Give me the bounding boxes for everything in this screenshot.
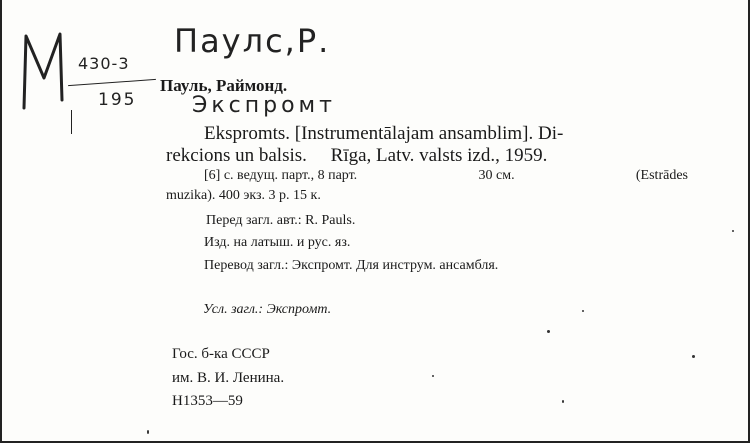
call-number-stroke: [71, 110, 72, 134]
paper-speck: [547, 330, 550, 333]
note-language: Изд. на латыш. и рус. яз.: [204, 235, 351, 250]
call-number-bottom: 195: [98, 90, 137, 110]
collation-line-1: [204, 168, 688, 184]
library-name-2: им. В. И. Ленина.: [172, 370, 285, 386]
handwritten-title: Экспромт: [192, 93, 336, 118]
handwritten-author: Паулс,Р.: [174, 22, 331, 60]
paper-speck: [432, 375, 434, 377]
uniform-title: Усл. загл.: Экспромт.: [203, 302, 332, 317]
paper-speck: [562, 400, 564, 403]
paper-speck: [732, 230, 734, 232]
collation-size: 30 см.: [478, 168, 515, 183]
collation-line-2: muzika). 400 экз. 3 р. 15 к.: [166, 188, 321, 203]
collation-parts: [6] с. ведущ. парт., 8 парт.: [204, 168, 358, 183]
call-number-top: 430-3: [78, 54, 130, 73]
note-translation: Перевод загл.: Экспромт. Для инструм. ансамбля.: [204, 258, 499, 273]
title-line-1: Ekspromts. [Instrumentālajam ansamblim]. Di-: [204, 123, 564, 144]
paper-speck: [147, 430, 149, 434]
call-letter-m: [20, 30, 66, 110]
card-number: Н1353—59: [172, 393, 243, 409]
paper-speck: [692, 355, 695, 358]
author-heading: Пауль, Раймонд.: [160, 76, 288, 95]
library-name: Гос. б-ка СССР: [172, 346, 270, 362]
title-line-2: rekcions un balsis. Rīga, Latv. valsts izd., 1959.: [166, 145, 548, 166]
call-number-divider: [68, 79, 156, 86]
note-author: Перед загл. авт.: R. Pauls.: [206, 213, 356, 228]
paper-speck: [582, 310, 584, 312]
collation-series-start: (Estrādes: [635, 168, 688, 183]
